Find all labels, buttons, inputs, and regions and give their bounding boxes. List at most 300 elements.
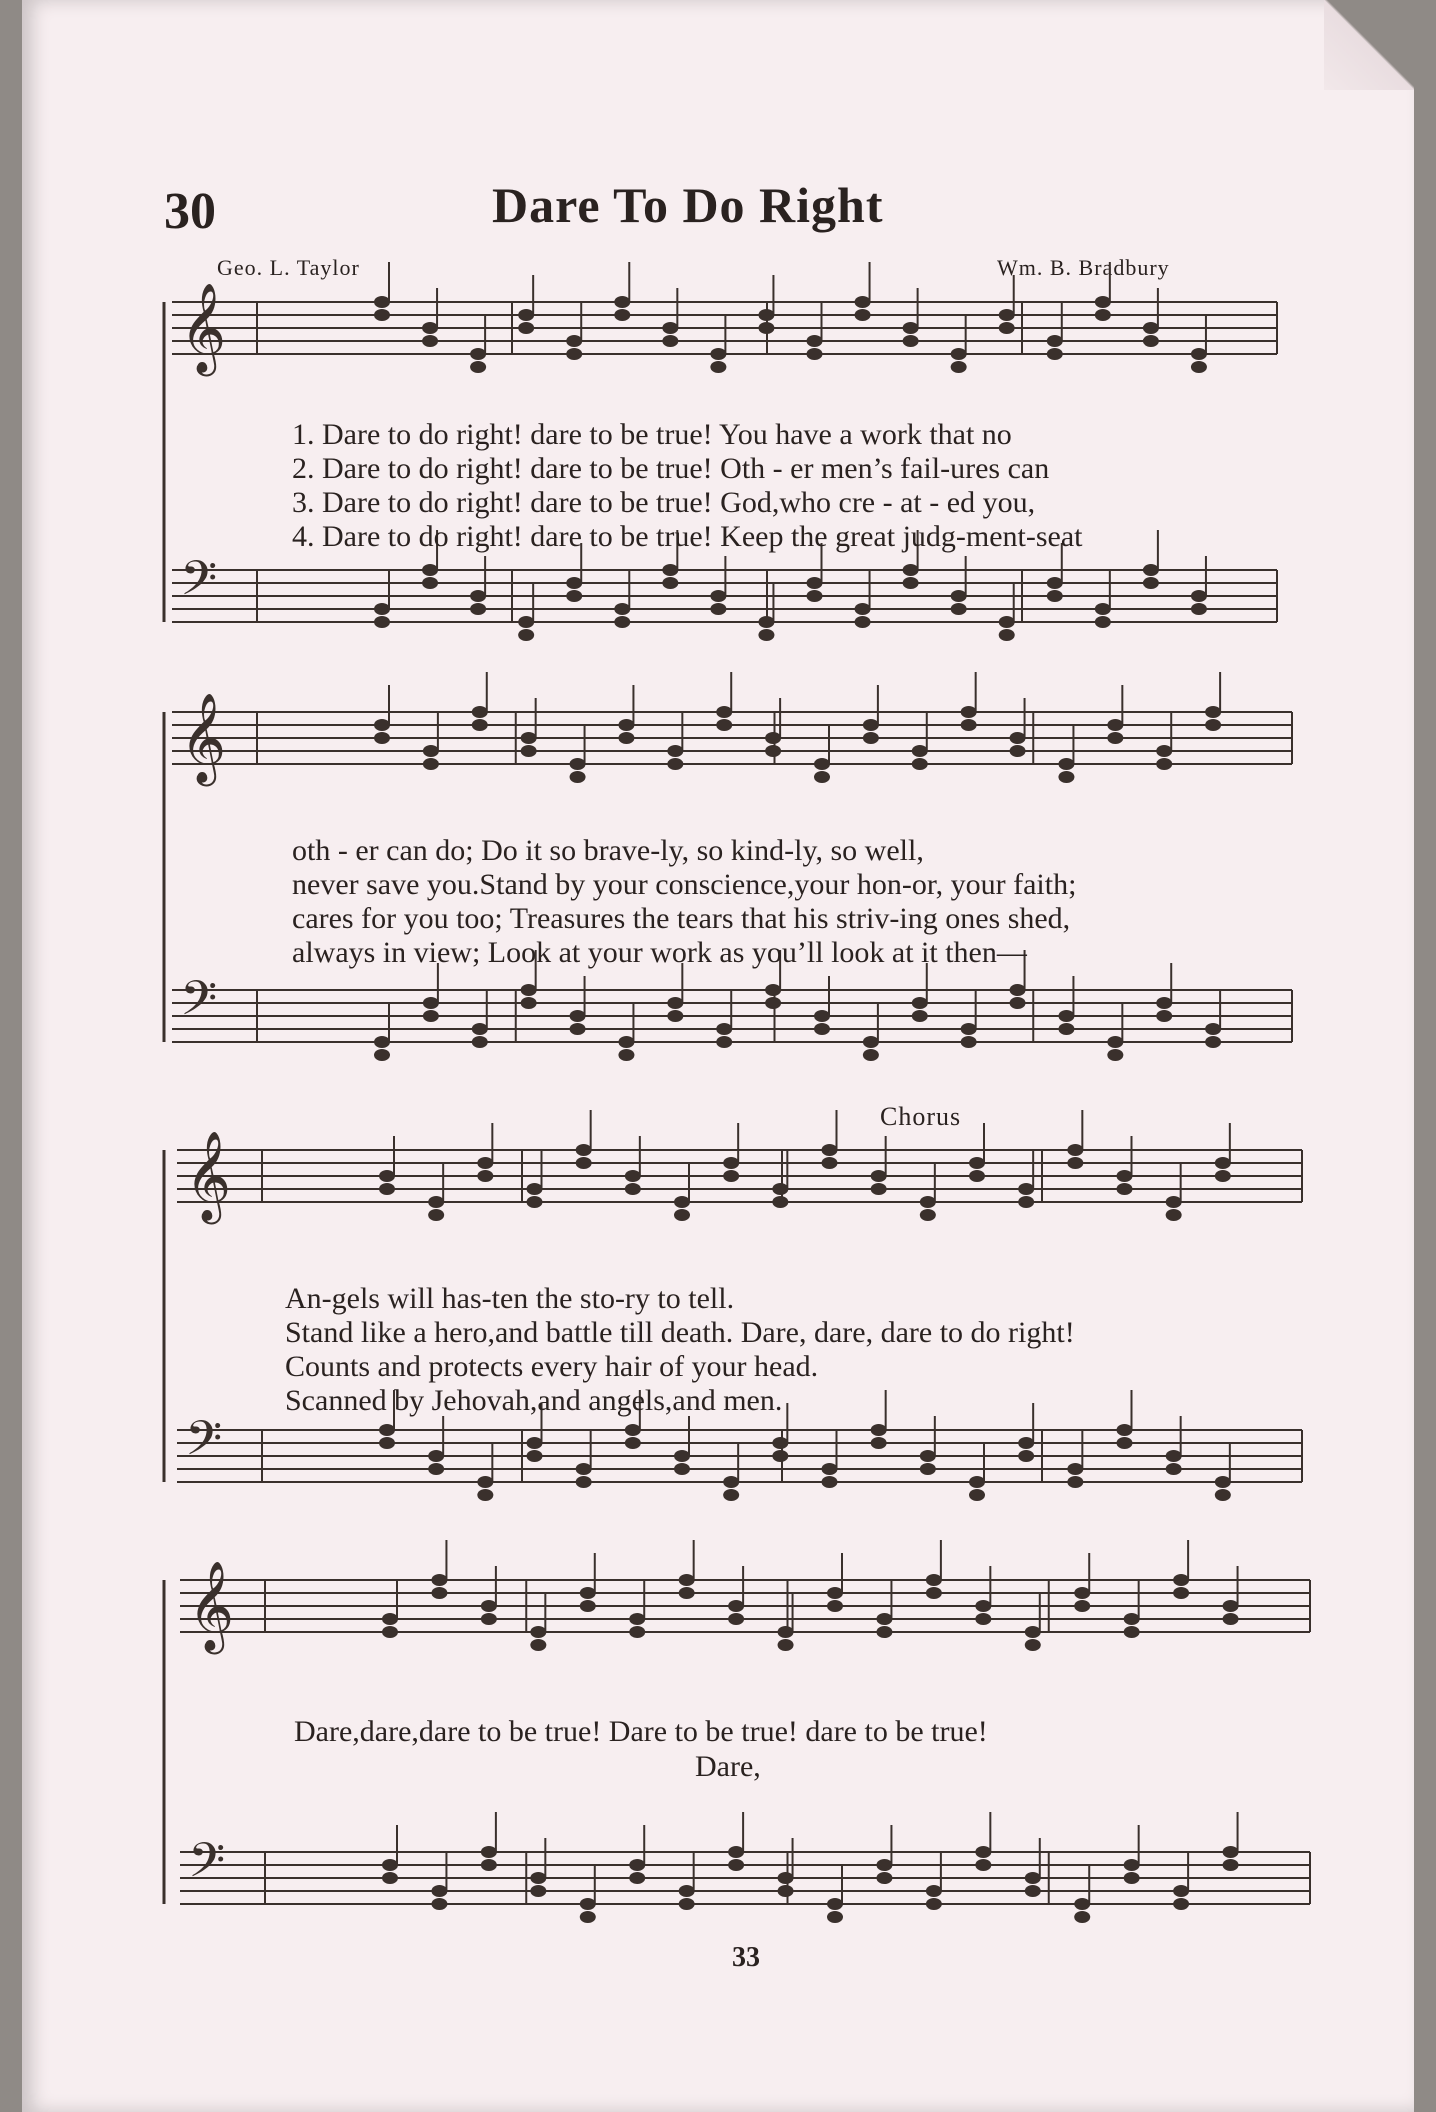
- note-head: [855, 309, 871, 321]
- note-head: [382, 1872, 398, 1884]
- note-head: [1018, 1437, 1034, 1449]
- lyric-line: Stand like a hero,and battle till death. Dare, dare, dare to do right!: [285, 1316, 1075, 1349]
- note-head: [1205, 706, 1221, 718]
- note-head: [765, 984, 781, 996]
- note-head: [1025, 1885, 1041, 1897]
- note-head: [422, 564, 438, 576]
- note-head: [431, 1574, 447, 1586]
- note-head: [1010, 732, 1026, 744]
- note-head: [1067, 1463, 1083, 1475]
- note-head: [477, 1489, 493, 1501]
- note-head: [1058, 1010, 1074, 1022]
- lyric-line: 2. Dare to do right! dare to be true! Oth - er men’s fail-ures can: [292, 452, 1050, 485]
- note-head: [1215, 1170, 1231, 1182]
- note-head: [570, 758, 586, 770]
- note-head: [912, 745, 928, 757]
- note-head: [716, 1036, 732, 1048]
- note-head: [382, 1859, 398, 1871]
- note-head: [1205, 1023, 1221, 1035]
- note-head: [1173, 1885, 1189, 1897]
- note-head: [814, 1010, 830, 1022]
- note-head: [1010, 745, 1026, 757]
- note-head: [625, 1170, 641, 1182]
- note-head: [1058, 771, 1074, 783]
- note-head: [374, 616, 390, 628]
- note-head: [969, 1170, 985, 1182]
- lyric-line: never save you.Stand by your conscience,your hon-or, your faith;: [292, 868, 1077, 901]
- note-head: [566, 590, 582, 602]
- note-head: [431, 1587, 447, 1599]
- note-head: [1095, 603, 1111, 615]
- lyric-line: 1. Dare to do right! dare to be true! You have a work that no: [292, 418, 1012, 451]
- note-head: [975, 1600, 991, 1612]
- bass-clef-icon: 𝄢: [188, 1832, 226, 1900]
- composer-credit: Wm. B. Bradbury: [997, 255, 1170, 280]
- note-head: [863, 719, 879, 731]
- note-head: [422, 335, 438, 347]
- note-head: [1156, 997, 1172, 1009]
- bass-clef-icon: 𝄢: [180, 550, 218, 618]
- note-head: [1191, 361, 1207, 373]
- note-head: [728, 1613, 744, 1625]
- note-head: [674, 1209, 690, 1221]
- note-head: [518, 309, 534, 321]
- note-head: [527, 1450, 543, 1462]
- note-head: [863, 732, 879, 744]
- note-head: [969, 1489, 985, 1501]
- note-head: [379, 1170, 395, 1182]
- note-head: [1025, 1639, 1041, 1651]
- note-head: [758, 616, 774, 628]
- note-head: [472, 1036, 488, 1048]
- note-head: [951, 590, 967, 602]
- note-head: [1107, 732, 1123, 744]
- note-head: [920, 1209, 936, 1221]
- note-head: [855, 603, 871, 615]
- note-head: [926, 1574, 942, 1586]
- note-head: [1173, 1898, 1189, 1910]
- note-head: [662, 322, 678, 334]
- note-head: [481, 1613, 497, 1625]
- note-head: [481, 1846, 497, 1858]
- note-head: [1166, 1209, 1182, 1221]
- note-head: [1117, 1170, 1133, 1182]
- note-head: [423, 745, 439, 757]
- lyric-line: An-gels will has-ten the sto-ry to tell.: [285, 1282, 735, 1315]
- note-head: [470, 590, 486, 602]
- note-head: [470, 361, 486, 373]
- note-head: [422, 322, 438, 334]
- note-head: [1010, 997, 1026, 1009]
- note-head: [1074, 1898, 1090, 1910]
- note-head: [629, 1613, 645, 1625]
- note-head: [710, 603, 726, 615]
- note-head: [382, 1626, 398, 1638]
- note-head: [871, 1183, 887, 1195]
- note-head: [570, 1010, 586, 1022]
- note-head: [1173, 1587, 1189, 1599]
- note-head: [629, 1872, 645, 1884]
- note-head: [1074, 1600, 1090, 1612]
- note-head: [765, 997, 781, 1009]
- note-head: [481, 1600, 497, 1612]
- note-head: [625, 1183, 641, 1195]
- note-head: [1173, 1574, 1189, 1586]
- note-head: [1124, 1626, 1140, 1638]
- note-head: [1166, 1196, 1182, 1208]
- note-head: [470, 603, 486, 615]
- note-head: [1010, 984, 1026, 996]
- note-head: [1047, 348, 1063, 360]
- hymnal-page: [22, 0, 1414, 2112]
- note-head: [1047, 577, 1063, 589]
- note-head: [379, 1437, 395, 1449]
- note-head: [1047, 335, 1063, 347]
- note-head: [723, 1489, 739, 1501]
- note-head: [1018, 1450, 1034, 1462]
- note-head: [1156, 1010, 1172, 1022]
- note-head: [629, 1626, 645, 1638]
- note-head: [1117, 1183, 1133, 1195]
- note-head: [679, 1898, 695, 1910]
- lyric-line: 4. Dare to do right! dare to be true! Keep the great judg-ment-seat: [292, 520, 1083, 553]
- treble-clef-icon: 𝄞: [185, 1131, 232, 1221]
- note-head: [1058, 758, 1074, 770]
- note-head: [566, 577, 582, 589]
- note-head: [618, 1036, 634, 1048]
- note-head: [422, 577, 438, 589]
- lyric-line: always in view; Look at your work as you’ll look at it then—: [292, 936, 1027, 969]
- note-head: [1143, 564, 1159, 576]
- note-head: [1067, 1157, 1083, 1169]
- lyric-line: Counts and protects every hair of your head.: [285, 1350, 819, 1383]
- note-head: [778, 1639, 794, 1651]
- note-head: [710, 361, 726, 373]
- note-head: [758, 629, 774, 641]
- note-head: [629, 1859, 645, 1871]
- note-head: [863, 1049, 879, 1061]
- note-head: [674, 1196, 690, 1208]
- note-head: [814, 758, 830, 770]
- note-head: [374, 1036, 390, 1048]
- note-head: [1191, 590, 1207, 602]
- note-head: [827, 1587, 843, 1599]
- note-head: [1067, 1144, 1083, 1156]
- note-head: [961, 1023, 977, 1035]
- note-head: [518, 322, 534, 334]
- note-head: [716, 706, 732, 718]
- note-head: [570, 771, 586, 783]
- note-head: [1156, 745, 1172, 757]
- note-head: [470, 348, 486, 360]
- note-head: [778, 1872, 794, 1884]
- note-head: [822, 1144, 838, 1156]
- note-head: [1205, 1036, 1221, 1048]
- note-head: [477, 1170, 493, 1182]
- note-head: [807, 590, 823, 602]
- note-head: [667, 997, 683, 1009]
- note-head: [580, 1600, 596, 1612]
- note-head: [530, 1872, 546, 1884]
- note-head: [576, 1157, 592, 1169]
- note-head: [999, 629, 1015, 641]
- note-head: [951, 361, 967, 373]
- note-head: [1067, 1476, 1083, 1488]
- note-head: [1223, 1613, 1239, 1625]
- note-head: [428, 1463, 444, 1475]
- note-head: [912, 1010, 928, 1022]
- note-head: [903, 564, 919, 576]
- note-head: [1205, 719, 1221, 731]
- note-head: [580, 1898, 596, 1910]
- treble-clef-icon: 𝄞: [180, 283, 227, 373]
- note-head: [576, 1463, 592, 1475]
- note-head: [679, 1574, 695, 1586]
- note-head: [876, 1626, 892, 1638]
- note-head: [951, 603, 967, 615]
- note-head: [614, 603, 630, 615]
- note-head: [822, 1463, 838, 1475]
- note-head: [855, 616, 871, 628]
- lyric-line: Dare,: [695, 1750, 761, 1783]
- note-head: [961, 719, 977, 731]
- note-head: [1191, 603, 1207, 615]
- lyricist-credit: Geo. L. Taylor: [217, 255, 360, 280]
- lyric-line: Scanned by Jehovah,and angels,and men.: [285, 1384, 783, 1417]
- note-head: [1166, 1463, 1182, 1475]
- note-head: [662, 335, 678, 347]
- note-head: [1074, 1587, 1090, 1599]
- note-head: [614, 616, 630, 628]
- note-head: [871, 1170, 887, 1182]
- note-head: [382, 1613, 398, 1625]
- note-head: [871, 1424, 887, 1436]
- note-head: [758, 322, 774, 334]
- note-head: [667, 745, 683, 757]
- note-head: [477, 1476, 493, 1488]
- note-head: [1095, 616, 1111, 628]
- note-head: [530, 1626, 546, 1638]
- note-head: [1074, 1911, 1090, 1923]
- note-head: [1143, 335, 1159, 347]
- note-head: [716, 1023, 732, 1035]
- note-head: [618, 1049, 634, 1061]
- note-head: [999, 309, 1015, 321]
- note-head: [374, 719, 390, 731]
- note-head: [1124, 1613, 1140, 1625]
- note-head: [758, 309, 774, 321]
- note-head: [827, 1600, 843, 1612]
- note-head: [778, 1885, 794, 1897]
- note-head: [1025, 1872, 1041, 1884]
- music-staves: [22, 0, 1414, 2112]
- note-head: [527, 1183, 543, 1195]
- note-head: [855, 296, 871, 308]
- note-head: [926, 1898, 942, 1910]
- note-head: [1143, 577, 1159, 589]
- note-head: [1117, 1437, 1133, 1449]
- note-head: [662, 577, 678, 589]
- note-head: [871, 1437, 887, 1449]
- note-head: [999, 322, 1015, 334]
- note-head: [710, 348, 726, 360]
- note-head: [674, 1463, 690, 1475]
- note-head: [518, 616, 534, 628]
- note-head: [472, 706, 488, 718]
- note-head: [1223, 1600, 1239, 1612]
- note-head: [951, 348, 967, 360]
- note-head: [679, 1885, 695, 1897]
- note-head: [580, 1911, 596, 1923]
- note-head: [822, 1476, 838, 1488]
- note-head: [772, 1196, 788, 1208]
- note-head: [827, 1898, 843, 1910]
- note-head: [723, 1170, 739, 1182]
- note-head: [618, 719, 634, 731]
- note-head: [920, 1463, 936, 1475]
- note-head: [723, 1476, 739, 1488]
- note-head: [926, 1885, 942, 1897]
- note-head: [580, 1587, 596, 1599]
- note-head: [576, 1144, 592, 1156]
- note-head: [1223, 1846, 1239, 1858]
- note-head: [765, 745, 781, 757]
- note-head: [1107, 1036, 1123, 1048]
- note-head: [975, 1859, 991, 1871]
- note-head: [903, 577, 919, 589]
- bass-clef-icon: 𝄢: [185, 1410, 223, 1478]
- lyric-line: cares for you too; Treasures the tears that his striv-ing ones shed,: [292, 902, 1071, 935]
- note-head: [728, 1859, 744, 1871]
- note-head: [961, 1036, 977, 1048]
- treble-clef-icon: 𝄞: [180, 693, 227, 783]
- note-head: [1095, 309, 1111, 321]
- note-head: [472, 1023, 488, 1035]
- note-head: [1018, 1183, 1034, 1195]
- note-head: [423, 997, 439, 1009]
- note-head: [477, 1157, 493, 1169]
- note-head: [679, 1587, 695, 1599]
- note-head: [807, 577, 823, 589]
- note-head: [662, 564, 678, 576]
- note-head: [876, 1613, 892, 1625]
- note-head: [527, 1196, 543, 1208]
- lyric-line: Dare,dare,dare to be true! Dare to be true! dare to be true!: [294, 1715, 988, 1748]
- note-head: [379, 1183, 395, 1195]
- note-head: [530, 1639, 546, 1651]
- note-head: [618, 732, 634, 744]
- lyric-line: 3. Dare to do right! dare to be true! God,who cre - at - ed you,: [292, 486, 1036, 519]
- note-head: [428, 1450, 444, 1462]
- note-head: [903, 335, 919, 347]
- note-head: [1215, 1489, 1231, 1501]
- note-head: [1117, 1424, 1133, 1436]
- note-head: [1215, 1476, 1231, 1488]
- note-head: [728, 1600, 744, 1612]
- note-head: [518, 629, 534, 641]
- note-head: [614, 296, 630, 308]
- note-head: [912, 997, 928, 1009]
- note-head: [566, 348, 582, 360]
- note-head: [778, 1626, 794, 1638]
- note-head: [667, 1010, 683, 1022]
- note-head: [926, 1587, 942, 1599]
- note-head: [374, 732, 390, 744]
- note-head: [521, 997, 537, 1009]
- note-head: [716, 719, 732, 731]
- note-head: [431, 1898, 447, 1910]
- note-head: [1047, 590, 1063, 602]
- note-head: [566, 335, 582, 347]
- note-head: [1107, 719, 1123, 731]
- note-head: [920, 1196, 936, 1208]
- note-head: [903, 322, 919, 334]
- note-head: [876, 1859, 892, 1871]
- note-head: [969, 1476, 985, 1488]
- note-head: [379, 1424, 395, 1436]
- note-head: [521, 732, 537, 744]
- note-head: [1223, 1859, 1239, 1871]
- treble-clef-icon: 𝄞: [188, 1561, 235, 1651]
- note-head: [710, 590, 726, 602]
- note-head: [428, 1209, 444, 1221]
- hymn-number: 30: [164, 183, 216, 240]
- note-head: [530, 1885, 546, 1897]
- note-head: [1025, 1626, 1041, 1638]
- note-head: [1124, 1859, 1140, 1871]
- note-head: [814, 1023, 830, 1035]
- lyric-line: oth - er can do; Do it so brave-ly, so kind-ly, so well,: [292, 834, 924, 867]
- note-head: [374, 309, 390, 321]
- note-head: [1095, 296, 1111, 308]
- note-head: [822, 1157, 838, 1169]
- note-head: [1124, 1872, 1140, 1884]
- note-head: [374, 1049, 390, 1061]
- note-head: [1156, 758, 1172, 770]
- note-head: [527, 1437, 543, 1449]
- note-head: [625, 1424, 641, 1436]
- note-head: [975, 1846, 991, 1858]
- note-head: [920, 1450, 936, 1462]
- note-head: [472, 719, 488, 731]
- note-head: [807, 335, 823, 347]
- note-head: [975, 1613, 991, 1625]
- note-head: [1143, 322, 1159, 334]
- note-head: [1058, 1023, 1074, 1035]
- note-head: [1018, 1196, 1034, 1208]
- note-head: [374, 603, 390, 615]
- bass-clef-icon: 𝄢: [180, 970, 218, 1038]
- chorus-label: Chorus: [880, 1102, 962, 1131]
- note-head: [912, 758, 928, 770]
- note-head: [728, 1846, 744, 1858]
- note-head: [570, 1023, 586, 1035]
- note-head: [667, 758, 683, 770]
- note-head: [827, 1911, 843, 1923]
- note-head: [674, 1450, 690, 1462]
- note-head: [772, 1450, 788, 1462]
- note-head: [374, 296, 390, 308]
- note-head: [521, 984, 537, 996]
- note-head: [999, 616, 1015, 628]
- note-head: [576, 1476, 592, 1488]
- note-head: [521, 745, 537, 757]
- hymn-title: Dare To Do Right: [492, 177, 884, 233]
- note-head: [961, 706, 977, 718]
- note-head: [863, 1036, 879, 1048]
- note-head: [431, 1885, 447, 1897]
- note-head: [876, 1872, 892, 1884]
